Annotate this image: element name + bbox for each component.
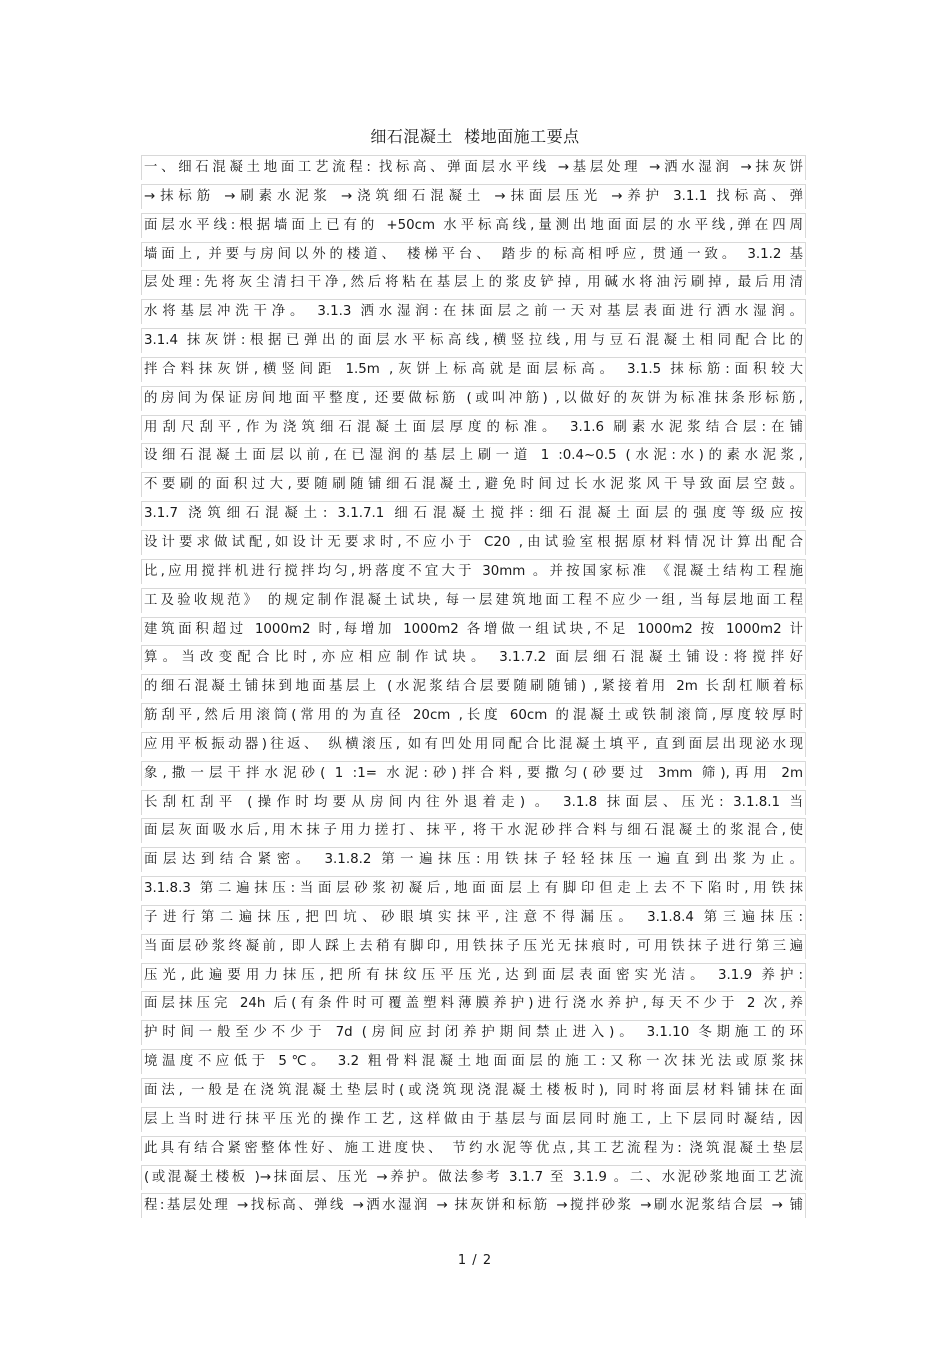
text-line: 的房间为保证房间地面平整度, 还要做标筋 (或叫冲筋) ,以做好的灰饼为标准抹条形标筋, xyxy=(141,386,806,411)
text-line: 护时间一般至少不少于 7d (房间应封闭养护期间禁止进入)。 3.1.10 冬期施工的环 xyxy=(141,1020,806,1045)
text-line: 此具有结合紧密整体性好、施工进度快、 节约水泥等优点,其工艺流程为: 浇筑混凝土垫层 xyxy=(141,1136,806,1161)
document-body xyxy=(141,155,806,1222)
text-line: 面层达到结合紧密。 3.1.8.2 第一遍抹压:用铁抹子轻轻抹压一遍直到出浆为止。 xyxy=(141,847,806,872)
text-line: 一、细石混凝土地面工艺流程: 找标高、弹面层水平线 →基层处理 →洒水湿润 →抹灰饼 xyxy=(141,155,806,180)
text-line: 面层灰面吸水后,用木抹子用力搓打、抹平, 将干水泥砂拌合料与细石混凝土的浆混合,使 xyxy=(141,818,806,843)
text-line: 长刮杠刮平 (操作时均要从房间内往外退着走) 。 3.1.8 抹面层、压光: 3.1.8.1 当 xyxy=(141,790,806,815)
text-line: 压光,此遍要用力抹压,把所有抹纹压平压光,达到面层表面密实光洁。 3.1.9 养护: xyxy=(141,963,806,988)
text-line: 筋刮平,然后用滚筒(常用的为直径 20cm ,长度 60cm 的混凝土或铁制滚筒,厚度较厚时 xyxy=(141,703,806,728)
text-line: (或混凝土楼板 )→抹面层、压光 →养护。做法参考 3.1.7 至 3.1.9 。二、水泥砂浆地面工艺流 xyxy=(141,1165,806,1190)
text-line: 子进行第二遍抹压,把凹坑、砂眼填实抹平,注意不得漏压。 3.1.8.4 第三遍抹压: xyxy=(141,905,806,930)
text-line: 层上当时进行抹平压光的操作工艺, 这样做由于基层与面层同时施工, 上下层同时凝结, 因 xyxy=(141,1107,806,1132)
text-line: 算。当改变配合比时,亦应相应制作试块。 3.1.7.2 面层细石混凝土铺设:将搅拌好 xyxy=(141,645,806,670)
text-line: 程:基层处理 →找标高、弹线 →洒水湿润 → 抹灰饼和标筋 →搅拌砂浆 →刷水泥浆结合层 → 铺 xyxy=(141,1193,806,1218)
text-line: 境温度不应低于 5℃。 3.2 粗骨料混凝土地面面层的施工:又称一次抹光法或原浆抹 xyxy=(141,1049,806,1074)
text-line: 3.1.4 抹灰饼:根据已弹出的面层水平标高线,横竖拉线,用与豆石混凝土相同配合比的 xyxy=(141,328,806,353)
text-line: 墙面上, 并要与房间以外的楼道、 楼梯平台、 踏步的标高相呼应, 贯通一致。 3.1.2 基 xyxy=(141,242,806,267)
text-line: 层处理:先将灰尘清扫干净,然后将粘在基层上的浆皮铲掉, 用碱水将油污刷掉, 最后用清 xyxy=(141,270,806,295)
text-line: 拌合料抹灰饼,横竖间距 1.5m ,灰饼上标高就是面层标高。 3.1.5 抹标筋:面积较大 xyxy=(141,357,806,382)
text-line: 面层抹压完 24h 后(有条件时可覆盖塑料薄膜养护)进行浇水养护,每天不少于 2 次,养 xyxy=(141,991,806,1016)
text-line: 建筑面积超过 1000m2 时,每增加 1000m2 各增做一组试块,不足 1000m2 按 1000m2 计 xyxy=(141,617,806,642)
page-number: 1 / 2 xyxy=(457,1253,493,1268)
text-line: 水将基层冲洗干净。 3.1.3 洒水湿润:在抹面层之前一天对基层表面进行洒水湿润。 xyxy=(141,299,806,324)
text-line: 设细石混凝土面层以前,在已湿润的基层上刷一道 1 :0.4~0.5 (水泥:水)的素水泥浆, xyxy=(141,443,806,468)
text-line: 比,应用搅拌机进行搅拌均匀,坍落度不宜大于 30mm 。并按国家标准 《混凝土结构工程施 xyxy=(141,559,806,584)
text-line: 不要刷的面积过大,要随刷随铺细石混凝土,避免时间过长水泥浆风干导致面层空鼓。 xyxy=(141,472,806,497)
text-line: 当面层砂浆终凝前, 即人踩上去稍有脚印, 用铁抹子压光无抹痕时, 可用铁抹子进行第三遍 xyxy=(141,934,806,959)
text-line: 3.1.7 浇筑细石混凝土: 3.1.7.1 细石混凝土搅拌:细石混凝土面层的强度等级应按 xyxy=(141,501,806,526)
document-title: 细石混凝土 楼地面施工要点 xyxy=(370,127,580,146)
text-line: 应用平板振动器)往返、 纵横滚压, 如有凹处用同配合比混凝土填平, 直到面层出现泌水现 xyxy=(141,732,806,757)
text-line: 用刮尺刮平,作为浇筑细石混凝土面层厚度的标准。 3.1.6 刷素水泥浆结合层:在铺 xyxy=(141,415,806,440)
text-line: 象,撒一层干拌水泥砂( 1 :1= 水泥:砂)拌合料,要撒匀(砂要过 3mm 筛),再用 2m xyxy=(141,761,806,786)
text-line: →抹标筋 →刷素水泥浆 →浇筑细石混凝土 →抹面层压光 →养护 3.1.1 找标高、弹 xyxy=(141,184,806,209)
text-line: 面层水平线:根据墙面上已有的 +50cm 水平标高线,量测出地面面层的水平线,弹在四周 xyxy=(141,213,806,238)
text-line: 设计要求做试配,如设计无要求时,不应小于 C20 ,由试验室根据原材料情况计算出配合 xyxy=(141,530,806,555)
text-line: 工及验收规范》 的规定制作混凝土试块, 每一层建筑地面工程不应少一组, 当每层地面工程 xyxy=(141,588,806,613)
text-line: 的细石混凝土铺抹到地面基层上 (水泥浆结合层要随刷随铺) ,紧接着用 2m 长刮杠顺着标 xyxy=(141,674,806,699)
text-line: 3.1.8.3 第二遍抹压:当面层砂浆初凝后,地面面层上有脚印但走上去不下陷时,用铁抹 xyxy=(141,876,806,901)
text-line: 面法, 一般是在浇筑混凝土垫层时(或浇筑现浇混凝土楼板时), 同时将面层材料铺抹在面 xyxy=(141,1078,806,1103)
